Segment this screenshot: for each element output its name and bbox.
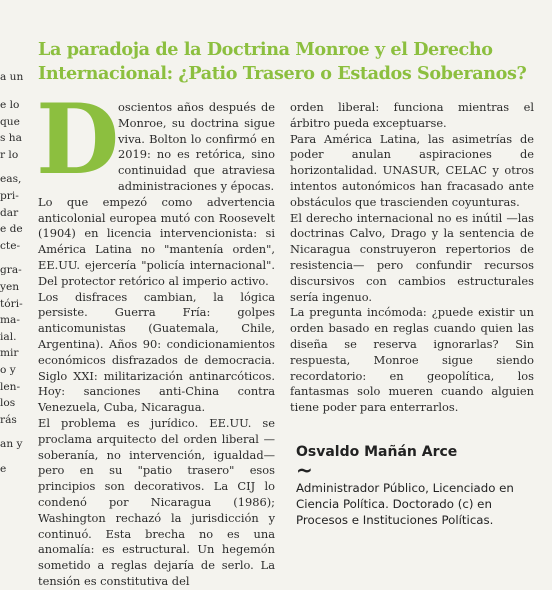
left-fragment: len- bbox=[0, 380, 21, 393]
left-fragment: rás bbox=[0, 413, 17, 426]
author-name: Osvaldo Mañán Arce bbox=[296, 444, 458, 460]
left-fragment: an y bbox=[0, 438, 23, 451]
body-paragraph: orden liberal: funciona mientras el árbitro pueda exceptuarse. bbox=[290, 100, 534, 130]
article-headline: La paradoja de la Doctrina Monroe y el Derecho Internacional: ¿Patio Trasero o Estados Soberanos? bbox=[38, 39, 527, 84]
left-fragment: los bbox=[0, 397, 16, 410]
tilde-ornament-icon: ~ bbox=[296, 458, 313, 482]
left-fragment: o y bbox=[0, 363, 16, 376]
left-fragment-top: a un bbox=[0, 71, 24, 83]
author-bio bbox=[296, 442, 541, 529]
left-fragment: e lo bbox=[0, 99, 20, 111]
body-paragraph: La pregunta incómoda: ¿puede existir un orden basado en reglas cuando quien las diseña se reserva ignorarlas? Sin respuesta, Monroe sigue siendo recordatorio: en geopolítica, los fantasmas solo mueren cuando alguien tiene poder para enterrarlos. bbox=[290, 305, 534, 415]
body-paragraph: Lo que empezó como advertencia anticolonial europea mutó con Roosevelt (1904) en licencia intervencionista: si América Latina no "mantenía orden", EE.UU. ejercería "policía internacional". Del protector retórico al imperio activo. bbox=[38, 194, 275, 288]
left-fragment: s ha bbox=[0, 132, 22, 145]
left-fragment: que bbox=[0, 115, 20, 128]
left-fragment: yen bbox=[0, 280, 20, 293]
left-fragment: gra- bbox=[0, 264, 22, 277]
left-fragment: dar bbox=[0, 206, 19, 219]
left-fragment: cte- bbox=[0, 239, 21, 252]
left-fragment: eas, bbox=[0, 173, 22, 186]
left-fragment: mir bbox=[0, 347, 19, 360]
previous-article-edge bbox=[0, 71, 24, 477]
lead-paragraph: oscientos años después de Monroe, su doctrina sigue viva. Bolton lo confirmó en 2019: no es retórica, sino continuidad que atraviesa administraciones y épocas. bbox=[118, 100, 275, 193]
article-column-1 bbox=[36, 83, 275, 590]
left-fragment: tóri- bbox=[0, 297, 23, 310]
body-paragraph: El problema es jurídico. EE.UU. se proclama arquitecto del orden liberal —soberanía, no intervención, igualdad— pero en su "patio trasero" esos principios son decorativos. La CIJ lo condenó por Nicaragua (1986); Washington rechazó la jurisdicción y continuó. Esta brecha no es una anomalía: es estructural. Un hegemón sometido a reglas dejaría de serlo. La tensión es constitutiva del bbox=[38, 415, 275, 588]
drop-cap: D bbox=[36, 83, 120, 196]
article-column-2 bbox=[290, 100, 534, 416]
left-fragment: e de bbox=[0, 223, 23, 236]
body-paragraph: Los disfraces cambian, la lógica persiste. Guerra Fría: golpes anticomunistas (Guatemala, Chile, Argentina). Años 90: condicionamientos económicos disfrazados de democracia. Siglo XXI: militarización antinarcóticos. Hoy: sanciones anti-China contra Venezuela, Cuba, Nicaragua. bbox=[38, 289, 275, 415]
author-description: Administrador Público, Licenciado en Ciencia Política. Doctorado (c) en Procesos e Instituciones Políticas. bbox=[296, 481, 514, 528]
left-fragment: e bbox=[0, 462, 7, 475]
left-fragment: ial. bbox=[0, 330, 17, 343]
left-fragment: ma- bbox=[0, 314, 20, 327]
left-fragment: pri- bbox=[0, 189, 19, 202]
body-paragraph: Para América Latina, las asimetrías de poder anulan aspiraciones de horizontalidad. UNASUR, CELAC y otros intentos autonómicos han fracasado ante obstáculos que trascienden coyunturas. bbox=[290, 131, 534, 209]
left-fragment: r lo bbox=[0, 148, 19, 161]
body-paragraph: El derecho internacional no es inútil —las doctrinas Calvo, Drago y la sentencia de Nicaragua construyeron repertorios de resistencia— pero confundir recursos discursivos con cambios estructurales sería ingenuo. bbox=[290, 210, 534, 304]
